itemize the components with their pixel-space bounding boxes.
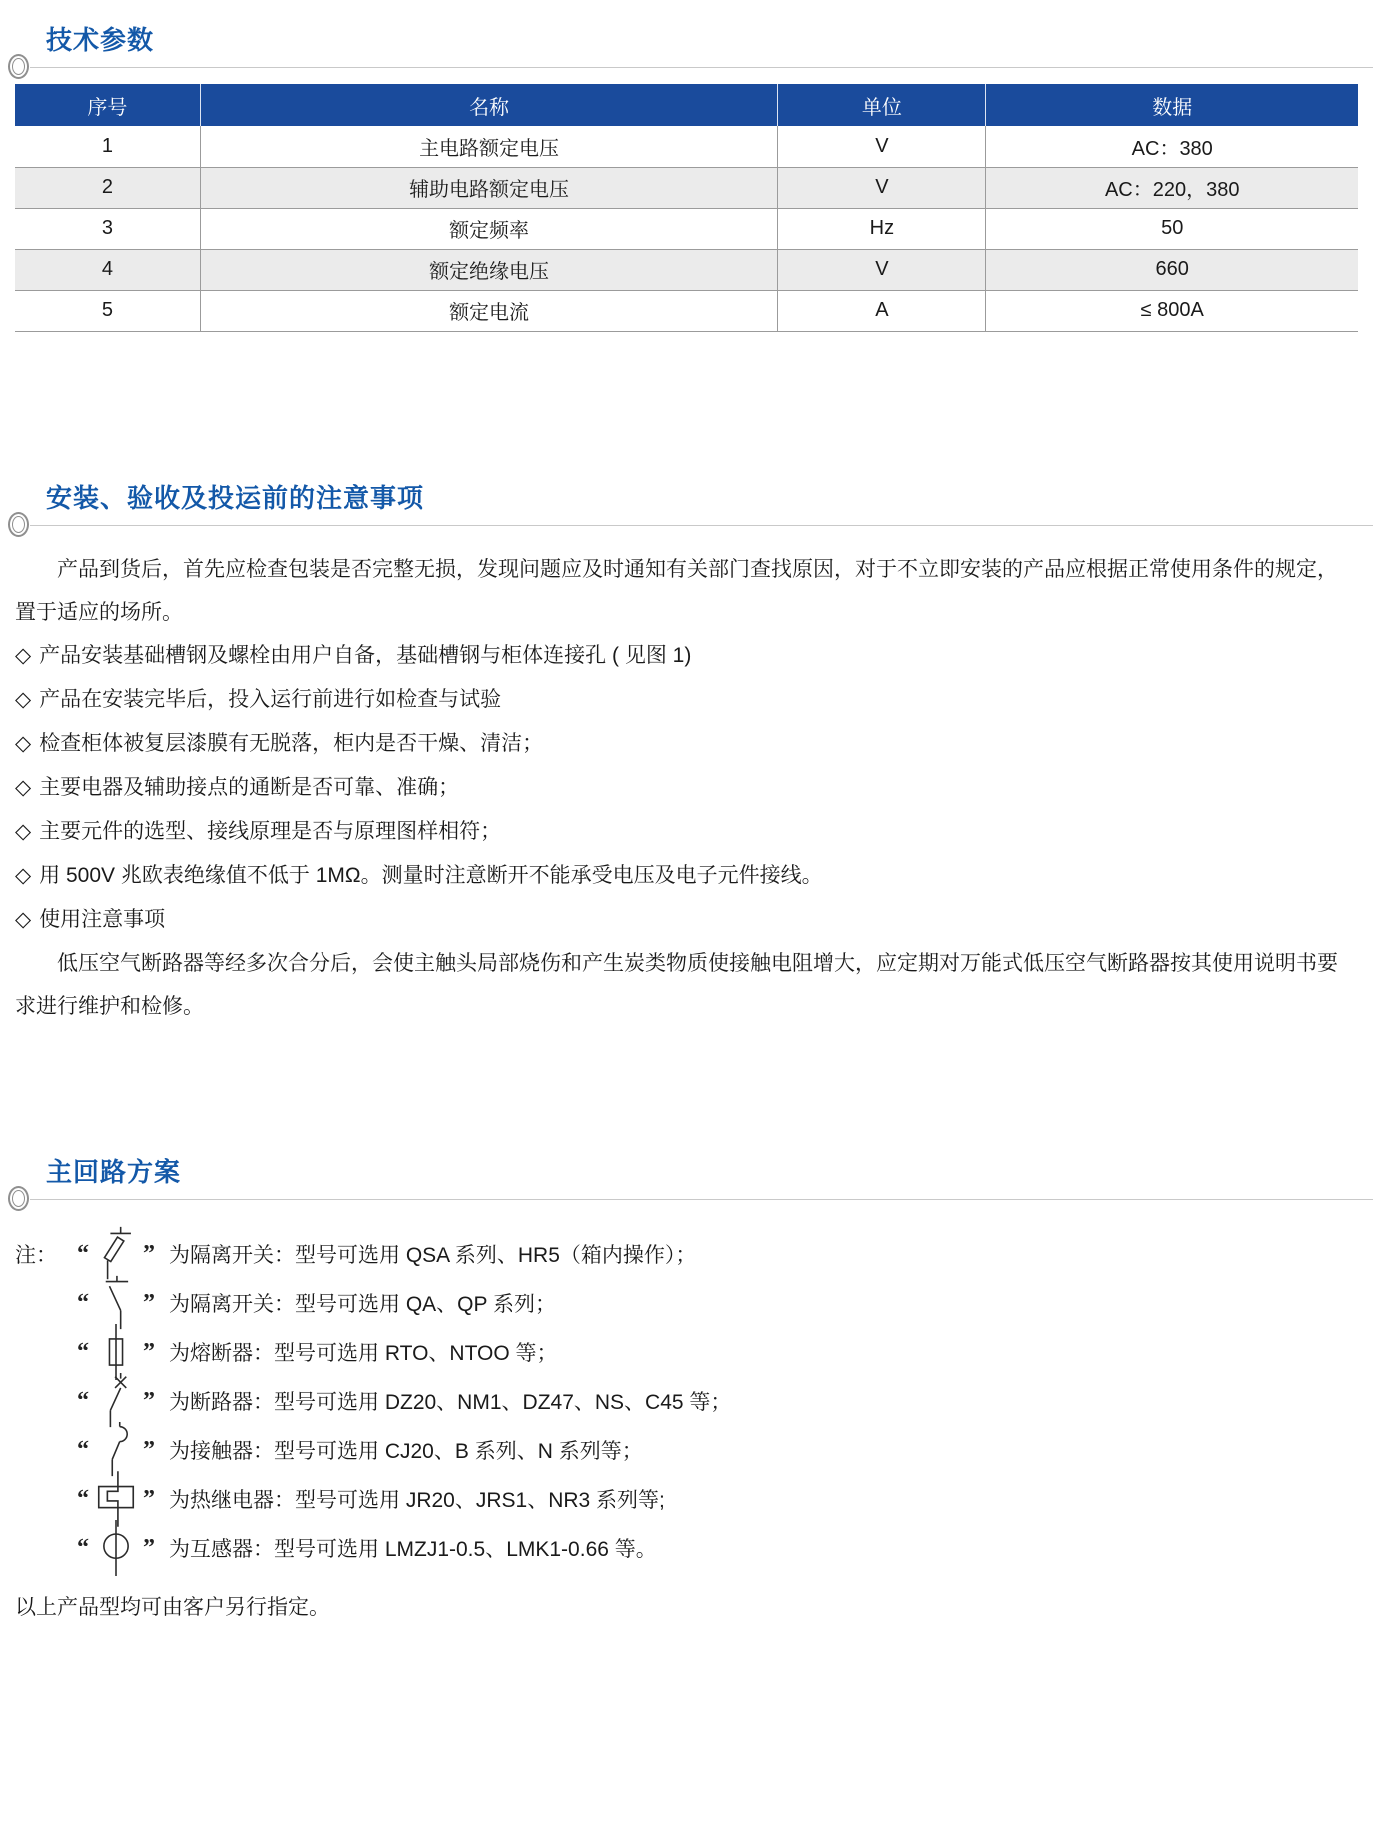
checklist-item <box>15 678 1373 722</box>
checklist-item <box>15 634 1373 678</box>
ring-icon <box>8 54 29 79</box>
section-circuit-header <box>0 1156 1373 1200</box>
quote-open: “ <box>77 1535 89 1561</box>
tech-params-table <box>15 84 1358 332</box>
checklist-item-text: 主要电器及辅助接点的通断是否可靠、准确； <box>39 775 460 799</box>
quote-close: ” <box>143 1290 155 1316</box>
note-line <box>15 1475 1373 1524</box>
table-row <box>15 208 1358 249</box>
ring-icon <box>8 512 29 537</box>
section-rule <box>30 67 1373 68</box>
paragraph: 低压空气断路器等经多次合分后，会使主触头局部烧伤和产生炭类物质使接触电阻增大，应定期对万能式低压空气断路器按其使用说明书要求进行维护和检修。 <box>15 951 1338 1018</box>
table-cell: 660 <box>986 249 1358 290</box>
table-header-cell: 单位 <box>778 84 986 126</box>
table-cell: V <box>778 249 986 290</box>
diamond-bullet-icon: ◇ <box>15 643 32 667</box>
diamond-bullet-icon: ◇ <box>15 775 32 799</box>
symbol-notes <box>0 1230 1373 1573</box>
table-row <box>15 167 1358 208</box>
note-line <box>15 1230 1373 1279</box>
table-cell: Hz <box>778 208 986 249</box>
section-title: 安装、验收及投运前的注意事项 <box>46 482 425 513</box>
quote-close: ” <box>143 1486 155 1512</box>
table-row <box>15 290 1358 331</box>
note-text: 为熔断器：型号可选用 RTO、NTOO 等； <box>169 1342 558 1365</box>
table-cell: ≤ 800A <box>986 290 1358 331</box>
quote-open: “ <box>77 1339 89 1365</box>
note-text: 为断路器：型号可选用 DZ20、NM1、DZ47、NS、C45 等； <box>169 1391 732 1414</box>
table-cell: AC：220，380 <box>986 167 1358 208</box>
table-cell: 额定绝缘电压 <box>200 249 777 290</box>
note-text: 为热继电器：型号可选用 JR20、JRS1、NR3 系列等; <box>169 1489 665 1512</box>
quote-open: “ <box>77 1437 89 1463</box>
note-line <box>15 1279 1373 1328</box>
quote-close: ” <box>143 1437 155 1463</box>
table-cell: AC：380 <box>986 126 1358 167</box>
current-transformer-icon <box>93 1520 139 1576</box>
checklist-item-text: 使用注意事项 <box>39 907 166 931</box>
note-text: 为互感器：型号可选用 LMZJ1-0.5、LMK1-0.66 等。 <box>169 1538 657 1561</box>
checklist-item-text: 产品安装基础槽钢及螺栓由用户自备，基础槽钢与柜体连接孔 ( 见图 1) <box>39 643 692 667</box>
table-header-cell: 名称 <box>200 84 777 126</box>
table-row <box>15 249 1358 290</box>
section-rule <box>30 525 1373 526</box>
table-cell: 50 <box>986 208 1358 249</box>
fuse-icon <box>93 1324 139 1380</box>
diamond-bullet-icon: ◇ <box>15 731 32 755</box>
table-row <box>15 126 1358 167</box>
ring-icon <box>8 1186 29 1211</box>
table-cell: 额定电流 <box>200 290 777 331</box>
knife-fuse-disconnect-switch-icon <box>93 1226 139 1282</box>
section-rule <box>30 1199 1373 1200</box>
note-line <box>15 1426 1373 1475</box>
table-cell: A <box>778 290 986 331</box>
section-title: 技术参数 <box>46 25 155 55</box>
footer-note: 以上产品型均可由客户另行指定。 <box>15 1595 330 1619</box>
quote-open: “ <box>77 1290 89 1316</box>
table-cell: 1 <box>15 126 200 167</box>
checklist-item-text: 用 500V 兆欧表绝缘值不低于 1MΩ。测量时注意断开不能承受电压及电子元件接线。 <box>39 863 823 887</box>
note-prefix: 注： <box>15 1244 57 1267</box>
quote-close: ” <box>143 1388 155 1414</box>
diamond-bullet-icon: ◇ <box>15 819 32 843</box>
note-text: 为隔离开关：型号可选用 QA、QP 系列； <box>169 1293 556 1316</box>
contactor-icon <box>93 1422 139 1478</box>
table-header-row <box>15 84 1358 126</box>
disconnect-switch-icon <box>93 1275 139 1331</box>
circuit-breaker-icon <box>93 1373 139 1429</box>
thermal-relay-icon <box>93 1471 139 1527</box>
quote-open: “ <box>77 1486 89 1512</box>
diamond-bullet-icon: ◇ <box>15 863 32 887</box>
quote-open: “ <box>77 1241 89 1267</box>
section-title: 主回路方案 <box>46 1156 182 1187</box>
diamond-bullet-icon: ◇ <box>15 907 32 931</box>
diamond-bullet-icon: ◇ <box>15 687 32 711</box>
table-cell: V <box>778 167 986 208</box>
paragraph: 产品到货后，首先应检查包装是否完整无损，发现问题应及时通知有关部门查找原因，对于不立即安装的产品应根据正常使用条件的规定，置于适应的场所。 <box>15 557 1338 624</box>
checklist-item <box>15 854 1373 898</box>
quote-close: ” <box>143 1535 155 1561</box>
note-text: 为接触器：型号可选用 CJ20、B 系列、N 系列等； <box>169 1440 643 1463</box>
quote-close: ” <box>143 1241 155 1267</box>
note-line <box>15 1524 1373 1573</box>
checklist-item <box>15 722 1373 766</box>
quote-close: ” <box>143 1339 155 1365</box>
checklist-item <box>15 898 1373 942</box>
table-cell: 3 <box>15 208 200 249</box>
table-cell: 5 <box>15 290 200 331</box>
table-cell: 辅助电路额定电压 <box>200 167 777 208</box>
note-text: 为隔离开关：型号可选用 QSA 系列、HR5（箱内操作）； <box>169 1244 697 1267</box>
note-line <box>15 1328 1373 1377</box>
table-cell: 2 <box>15 167 200 208</box>
table-cell: 主电路额定电压 <box>200 126 777 167</box>
section-tech-header <box>0 24 1373 68</box>
note-line <box>15 1377 1373 1426</box>
checklist-item-text: 检查柜体被复层漆膜有无脱落，柜内是否干燥、清洁； <box>39 731 544 755</box>
checklist-item <box>15 810 1373 854</box>
checklist-item <box>15 766 1373 810</box>
table-cell: V <box>778 126 986 167</box>
table-cell: 4 <box>15 249 200 290</box>
checklist-item-text: 主要元件的选型、接线原理是否与原理图样相符； <box>39 819 502 843</box>
checklist-item-text: 产品在安装完毕后，投入运行前进行如检查与试验 <box>39 687 502 711</box>
table-cell: 额定频率 <box>200 208 777 249</box>
table-header-cell: 序号 <box>15 84 200 126</box>
section-install-header <box>0 482 1373 526</box>
quote-open: “ <box>77 1388 89 1414</box>
table-header-cell: 数据 <box>986 84 1358 126</box>
